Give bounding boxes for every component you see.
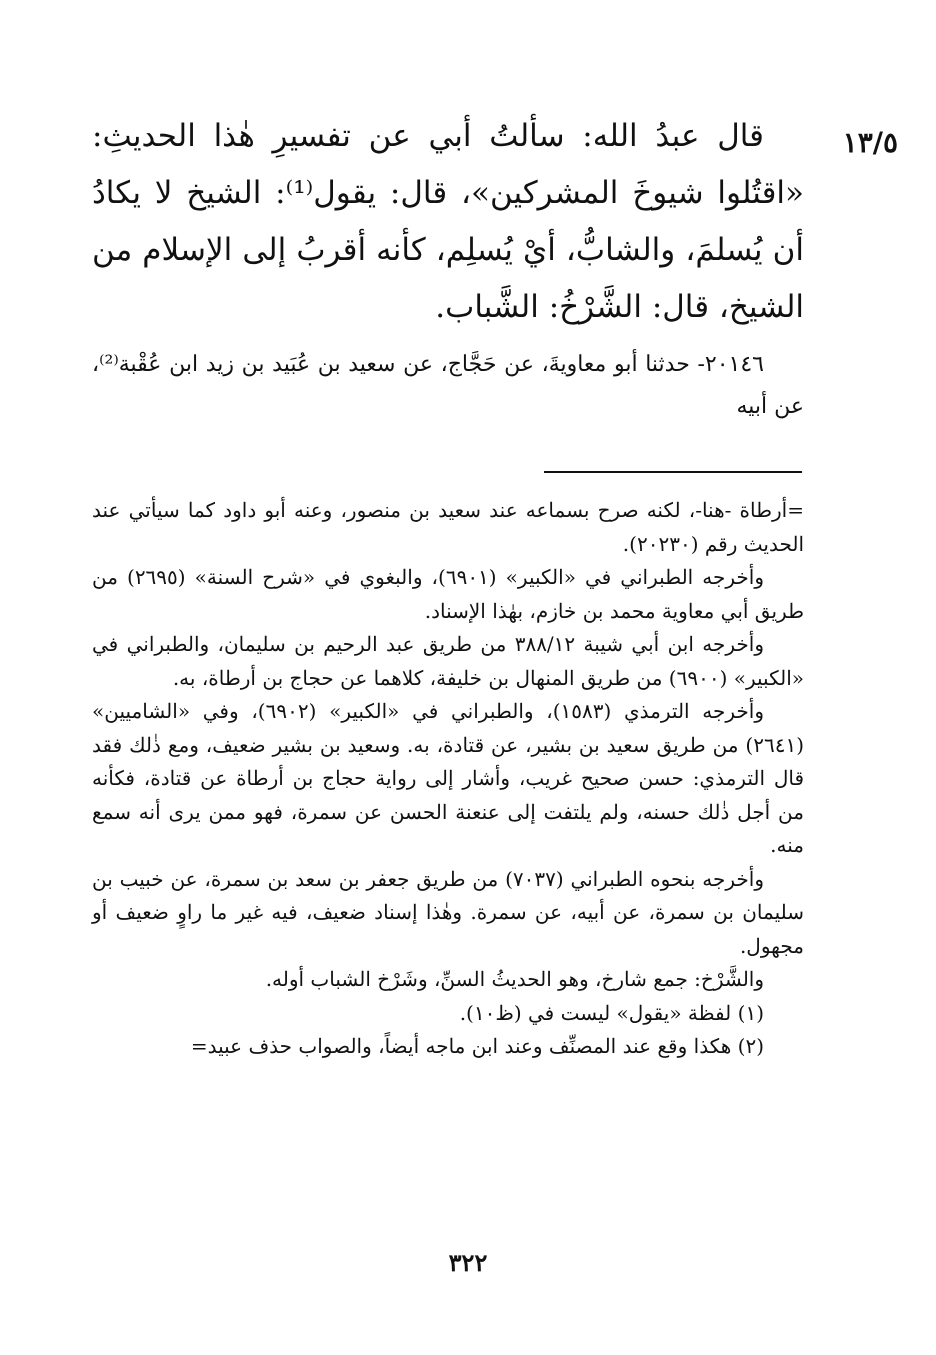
footnote-paragraph: =أرطاة -هنا-، لكنه صرح بسماعه عند سعيد بن منصور، وعنه أبو داود كما سيأتي عند الحديث رقم (٢٠٢٣٠). bbox=[92, 498, 804, 556]
footnote-paragraph: وأخرجه بنحوه الطبراني (٧٠٣٧) من طريق جعفر بن سعد بن سمرة، عن خبيب بن سليمان بن سمرة، عن أبيه، عن سمرة. وهٰذا إسناد ضعيف، فيه غير ما راوٍ ضعيف أو مجهول. bbox=[92, 866, 804, 958]
hadith-text: ٢٠١٤٦- حدثنا أبو معاويةَ، عن حَجَّاج، عن سعيد بن عُبَيد بن زيد ابن عُقْبة⁽²⁾، عن أبيه bbox=[92, 352, 804, 419]
main-text bbox=[92, 108, 804, 336]
footnote-paragraph: وأخرجه ابن أبي شيبة ٣٨٨/١٢ من طريق عبد الرحيم بن سليمان، والطبراني في «الكبير» (٦٩٠٠) من طريق المنهال بن خليفة، كلاهما عن حجاج بن أرطاة، به. bbox=[92, 632, 804, 690]
page-number: ٣٢٢ bbox=[448, 1248, 488, 1277]
main-paragraph: قال عبدُ الله: سألتُ أبي عن تفسيرِ هٰذا الحديثِ: «اقتُلوا شيوخَ المشركين»، قال: يقول⁽¹⁾: الشيخ لا يكادُ أن يُسلمَ، والشابُّ، أيْ يُسلِم، كأنه أقربُ إلى الإسلام من الشيخ، قال: الشَّرْخُ: الشَّباب. bbox=[92, 118, 804, 325]
footnote-paragraph: وأخرجه الترمذي (١٥٨٣)، والطبراني في «الكبير» (٦٩٠٢)، وفي «الشاميين» (٢٦٤١) من طريق سعيد بن بشير، عن قتادة، به. وسعيد بن بشير ضعيف، ومع ذٰلك فقد قال الترمذي: حسن صحيح غريب، وأشار إلى رواية حجاج بن أرطاة عن قتادة، فكأنه من أجل ذٰلك حسنه، ولم يلتفت إلى عنعنة الحسن عن سمرة، فهو ممن يرى أنه سمع منه. bbox=[92, 699, 804, 857]
footnotes bbox=[92, 494, 804, 1064]
footnote-2: (٢) هكذا وقع عند المصنِّف وعند ابن ماجه أيضاً، والصواب حذف عبيد= bbox=[190, 1034, 764, 1058]
footnote-paragraph: والشَّرْخ: جمع شارخ، وهو الحديثُ السنِّ، وشَرْخ الشباب أوله. bbox=[265, 967, 764, 991]
footnote-1: (١) لفظة «يقول» ليست في (ظ١٠). bbox=[459, 1000, 764, 1025]
footnote-paragraph: وأخرجه الطبراني في «الكبير» (٦٩٠١)، والبغوي في «شرح السنة» (٢٦٩٥) من طريق أبي معاوية محمد بن خازم، بهٰذا الإسناد. bbox=[92, 565, 804, 623]
footnote-separator bbox=[544, 471, 802, 473]
hadith-block bbox=[92, 344, 804, 428]
volume-number: ١٣/٥ bbox=[842, 126, 898, 159]
